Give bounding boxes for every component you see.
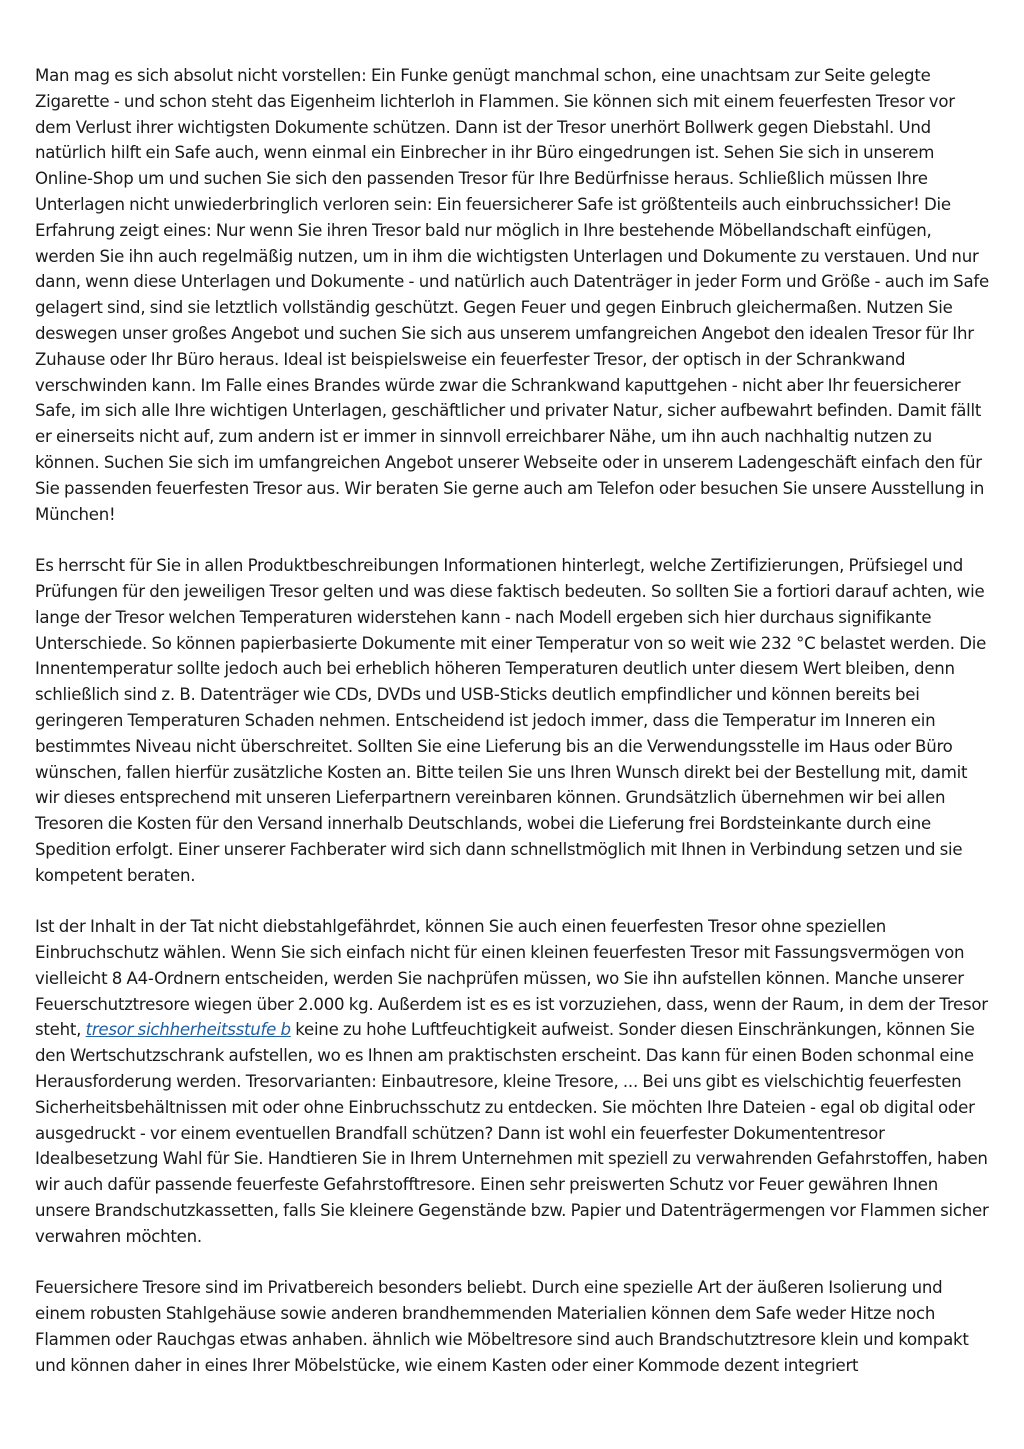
paragraph-3-text-before: Ist der Inhalt in der Tat nicht diebstahlgefährdet, können Sie auch einen feuerfesten Tresor ohne speziellen Einbruchschutz wählen. Wenn Sie sich einfach nicht für einen kleinen feuerfesten Tresor mit Fassungsvermögen von vielleicht 8 A4-Ordnern entscheiden, werden Sie nachprüfen müssen, wo Sie ihn aufstellen können. Manche unserer Feuerschutztresore wiegen über 2.000 kg. Außerdem ist es es ist vorzuziehen, dass, wenn der Raum, in dem der Tresor steht, <box>35 917 988 1040</box>
tresor-link[interactable]: tresor sichherheitsstufe b <box>85 1020 291 1040</box>
paragraph-2: Es herrscht für Sie in allen Produktbeschreibungen Informationen hinterlegt, welche Zertifizierungen, Prüfsiegel und Prüfungen für den jeweiligen Tresor gelten und was diese faktisch bedeuten. So sollten Sie a fortiori darauf achten, wie lange der Tresor welchen Temperaturen widerstehen kann - nach Modell ergeben sich hier durchaus signifikante Unterschiede. So können papierbasierte Dokumente mit einer Temperatur von so weit wie 232 °C belastet werden. Die Innentemperatur sollte jedoch auch bei erheblich höheren Temperaturen deutlich unter diesem Wert bleiben, denn schließlich sind z. B. Datenträger wie CDs, DVDs und USB-Sticks deutlich empfindlicher und können bereits bei geringeren Temperaturen Schaden nehmen. Entscheidend ist jedoch immer, dass die Temperatur im Inneren ein bestimmtes Niveau nicht überschreitet. Sollten Sie eine Lieferung bis an die Verwendungsstelle im Haus oder Büro wünschen, fallen hierfür zusätzliche Kosten an. Bitte teilen Sie uns Ihren Wunsch direkt bei der Bestellung mit, damit wir dieses entsprechend mit unseren Lieferpartnern vereinbaren können. Grundsätzlich übernehmen wir bei allen Tresoren die Kosten für den Versand innerhalb Deutschlands, wobei die Lieferung frei Bordsteinkante durch eine Spedition erfolgt. Einer unserer Fachberater wird sich dann schnellstmöglich mit Ihnen in Verbindung setzen und sie kompetent beraten. <box>35 556 987 885</box>
paragraph-3 <box>35 914 995 1249</box>
paragraph-3-text-after: keine zu hohe Luftfeuchtigkeit aufweist. Sonder diesen Einschränkungen, können Sie den Wertschutzschrank aufstellen, wo es Ihnen am praktischsten erscheint. Das kann für einen Boden schonmal eine Herausforderung werden. Tresorvarianten: Einbautresore, kleine Tresore, ... Bei uns gibt es vielschichtig feuerfesten Sicherheitsbehältnissen mit oder ohne Einbruchsschutz zu entdecken. Sie möchten Ihre Dateien - egal ob digital oder ausgedruckt - vor einem eventuellen Brandfall schützen? Dann ist wohl ein feuerfester Dokumententresor Idealbesetzung Wahl für Sie. Handtieren Sie in Ihrem Unternehmen mit speziell zu verwahrenden Gefahrstoffen, haben wir auch dafür passende feuerfeste Gefahrstofftresore. Einen sehr preiswerten Schutz vor Feuer gewähren Ihnen unsere Brandschutzkassetten, falls Sie kleinere Gegenstände bzw. Papier und Datenträgermengen vor Flammen sicher verwahren möchten. <box>35 1020 989 1246</box>
paragraph-4: Feuersichere Tresore sind im Privatbereich besonders beliebt. Durch eine spezielle Art der äußeren Isolierung und einem robusten Stahlgehäuse sowie anderen brandhemmenden Materialien können dem Safe weder Hitze noch Flammen oder Rauchgas etwas anhaben. ähnlich wie Möbeltresore sind auch Brandschutztresore klein und kompakt und können daher in eines Ihrer Möbelstücke, wie einem Kasten oder einer Kommode dezent integriert <box>35 1278 969 1375</box>
document-body <box>35 63 995 1404</box>
paragraph-1: Man mag es sich absolut nicht vorstellen: Ein Funke genügt manchmal schon, eine unachtsam zur Seite gelegte Zigarette - und schon steht das Eigenheim lichterloh in Flammen. Sie können sich mit einem feuerfesten Tresor vor dem Verlust ihrer wichtigsten Dokumente schützen. Dann ist der Tresor unerhört Bollwerk gegen Diebstahl. Und natürlich hilft ein Safe auch, wenn einmal ein Einbrecher in ihr Büro eingedrungen ist. Sehen Sie sich in unserem Online-Shop um und suchen Sie sich den passenden Tresor für Ihre Bedürfnisse heraus. Schließlich müssen Ihre Unterlagen nicht unwiederbringlich verloren sein: Ein feuersicherer Safe ist größtenteils auch einbruchssicher! Die Erfahrung zeigt eines: Nur wenn Sie ihren Tresor bald nur möglich in Ihre bestehende Möbellandschaft einfügen, werden Sie ihn auch regelmäßig nutzen, um in ihm die wichtigsten Unterlagen und Dokumente zu verstauen. Und nur dann, wenn diese Unterlagen und Dokumente - und natürlich auch Datenträger in jeder Form und Größe - auch im Safe gelagert sind, sind sie letztlich vollständig geschützt. Gegen Feuer und gegen Einbruch gleichermaßen. Nutzen Sie deswegen unser großes Angebot und suchen Sie sich aus unserem umfangreichen Angebot den idealen Tresor für Ihr Zuhause oder Ihr Büro heraus. Ideal ist beispielsweise ein feuerfester Tresor, der optisch in der Schrankwand verschwinden kann. Im Falle eines Brandes würde zwar die Schrankwand kaputtgehen - nicht aber Ihr feuersicherer Safe, im sich alle Ihre wichtigen Unterlagen, geschäftlicher und privater Natur, sicher aufbewahrt befinden. Damit fällt er einerseits nicht auf, zum andern ist er immer in sinnvoll erreichbarer Nähe, um ihn auch nachhaltig nutzen zu können. Suchen Sie sich im umfangreichen Angebot unserer Webseite oder in unserem Ladengeschäft einfach den für Sie passenden feuerfesten Tresor aus. Wir beraten Sie gerne auch am Telefon oder besuchen Sie unsere Ausstellung in München! <box>35 66 989 524</box>
